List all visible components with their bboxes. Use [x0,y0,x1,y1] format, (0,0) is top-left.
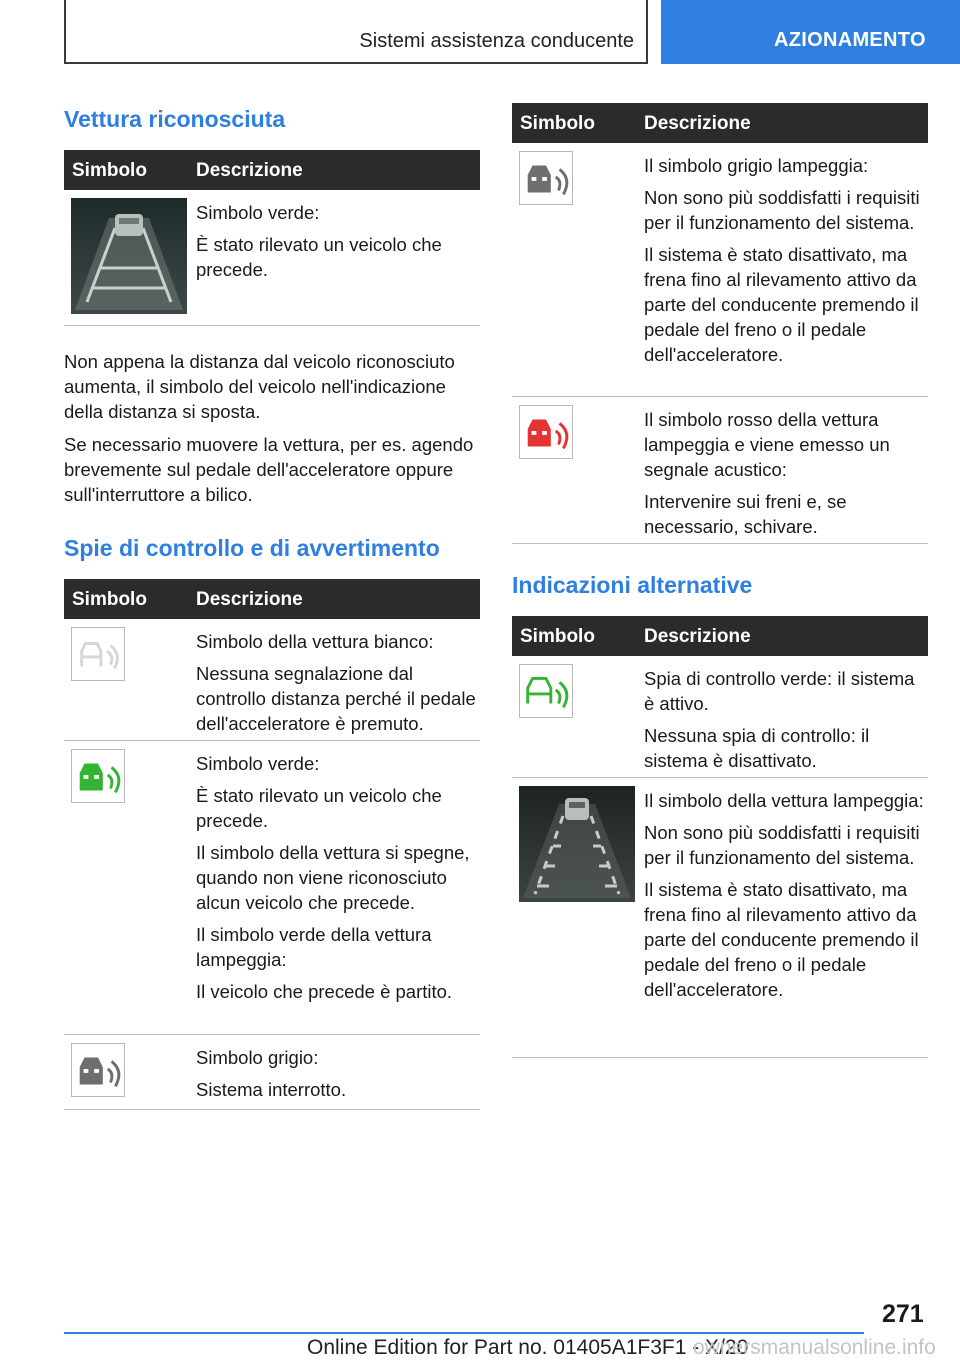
chapter-tab-label: AZIONAMENTO [774,29,926,51]
page-number: 271 [882,1300,924,1328]
table-spie-controllo [64,579,480,1110]
heading-indicazioni-alternative: Indicazioni alternative [512,572,753,598]
table-row [64,741,480,1035]
row-description [196,741,480,1017]
desc-line: Simbolo verde: [196,202,320,223]
col-header-description: Descrizione [644,113,751,134]
desc-line: Spia di controllo verde: il sistema è attivo. [644,668,915,714]
footer-divider [64,1332,864,1334]
row-description [196,619,480,749]
col-header-symbol: Simbolo [520,113,595,134]
table-header [64,150,480,190]
row-description [644,143,928,380]
grey-road-vehicle-display-icon [519,786,635,902]
desc-line: Il veicolo che precede è partito. [196,981,453,1002]
edition-text: Online Edition for Part no. 01405A1F3F1 - X/20 [307,1336,749,1359]
col-header-symbol: Simbolo [72,160,147,181]
table-vettura-riconosciuta [64,150,480,326]
desc-line: Non sono più soddisfatti i requisiti per il funzionamento del sistema. [644,822,920,868]
desc-line: Il sistema è stato disattivato, ma frena fino al rilevamento attivo da parte del conducente premendo il pedale del freno o il pedale dell'acceleratore. [644,244,919,365]
row-description [196,190,480,295]
row-description [196,1035,480,1115]
col-header-description: Descrizione [644,626,751,647]
desc-line: Il simbolo della vettura si spegne, quando non viene riconosciuto alcun veicolo che precede. [196,842,470,913]
desc-line: È stato rilevato un veicolo che precede. [196,785,442,831]
chapter-tab[interactable] [661,0,960,64]
watermark: ownersmanualsonline.info [693,1336,936,1359]
col-header-symbol: Simbolo [520,626,595,647]
desc-line: Simbolo grigio: [196,1047,319,1068]
table-indicazioni-alternative [512,616,928,1058]
desc-line: Simbolo della vettura bianco: [196,631,434,652]
desc-line: Sistema interrotto. [196,1079,347,1100]
table-header [64,579,480,619]
col-header-symbol: Simbolo [72,589,147,610]
table-row [512,397,928,544]
desc-line: Simbolo verde: [196,753,320,774]
row-description [644,397,928,552]
row-description [644,656,928,786]
vehicle-green-icon [71,749,125,803]
paragraph: Se necessario muovere la vettura, per es. agendo brevemente sul pedale dell'acceleratore oppure sull'interruttore a bilico. [64,434,474,505]
green-road-vehicle-display-icon [71,198,187,314]
vehicle-white-icon [71,627,125,681]
desc-line: Non sono più soddisfatti i requisiti per il funzionamento del sistema. [644,187,920,233]
desc-line: Nessuna segnalazione dal controllo distanza perché il pedale dell'acceleratore è premuto. [196,663,476,734]
table-spie-controllo-continued [512,103,928,544]
section-title: Sistemi assistenza conducente [359,30,634,52]
desc-line: Il simbolo grigio lampeggia: [644,155,869,176]
table-row [64,1035,480,1110]
desc-line: Il simbolo della vettura lampeggia: [644,790,924,811]
paragraph: Non appena la distanza dal veicolo riconosciuto aumenta, il simbolo del veicolo nell'indicazione della distanza si sposta. [64,351,455,422]
vehicle-red-icon [519,405,573,459]
desc-line: Il simbolo verde della vettura lampeggia: [196,924,432,970]
desc-line: È stato rilevato un veicolo che precede. [196,234,442,280]
header-section-box [64,0,648,64]
col-header-description: Descrizione [196,589,303,610]
heading-spie-controllo: Spie di controllo e di avvertimento [64,535,440,561]
table-row [512,143,928,397]
vehicle-grey-icon [71,1043,125,1097]
heading-vettura-riconosciuta: Vettura riconosciuta [64,106,286,132]
vehicle-grey-icon [519,151,573,205]
desc-line: Intervenire sui freni e, se necessario, schivare. [644,491,847,537]
table-row [512,656,928,778]
row-description [644,778,928,1015]
desc-line: Il simbolo rosso della vettura lampeggia e viene emesso un segnale acustico: [644,409,890,480]
col-header-description: Descrizione [196,160,303,181]
table-row [512,778,928,1058]
table-header [512,616,928,656]
desc-line: Il sistema è stato disattivato, ma frena fino al rilevamento attivo da parte del conducente premendo il pedale del freno o il pedale dell'acceleratore. [644,879,919,1000]
table-row [64,190,480,326]
vehicle-outline-green-icon [519,664,573,718]
table-header [512,103,928,143]
desc-line: Nessuna spia di controllo: il sistema è disattivato. [644,725,870,771]
table-row [64,619,480,741]
